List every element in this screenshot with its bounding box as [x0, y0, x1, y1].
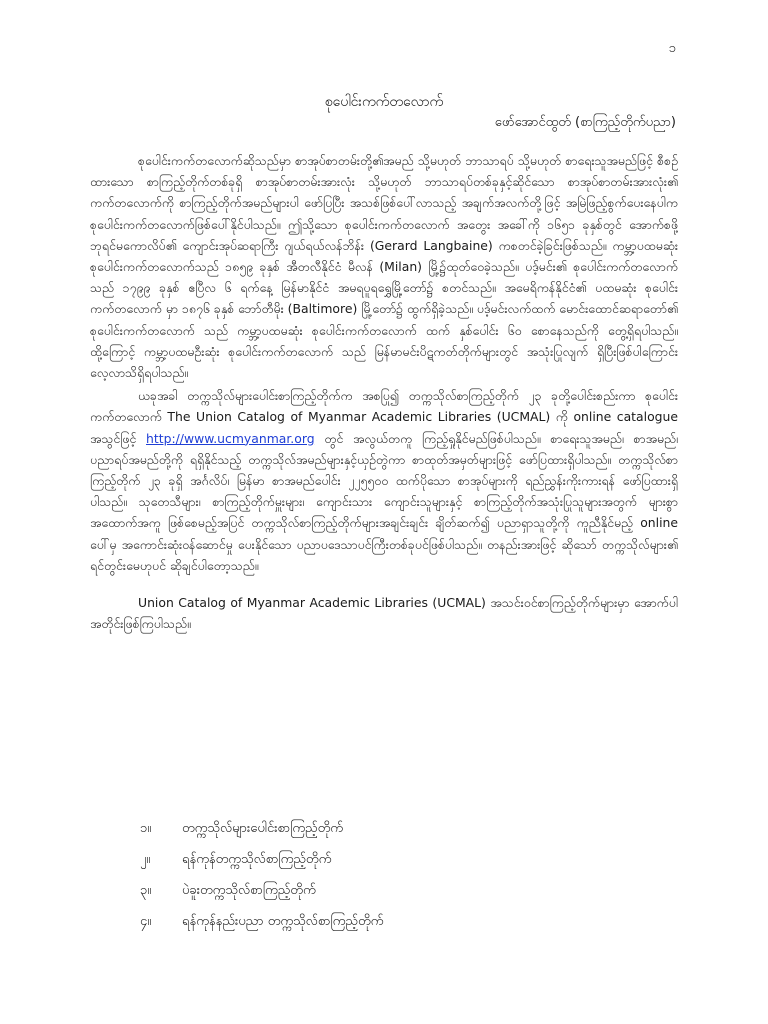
- list-item-name: တက္ကသိုလ်များပေါင်းစာကြည့်တိုက်: [182, 821, 344, 836]
- document-title: စုပေါင်းကက်တလောက်: [324, 94, 444, 110]
- list-item-name: ရန်ကုန်နည်းပညာ တက္ကသိုလ်စာကြည့်တိုက်: [182, 914, 384, 929]
- paragraph-ucmal-text-start: ယခုအခါ တက္ကသိုလ်များပေါင်းစာကြည့်တိုက်က အစပြု၍ တက္ကသိုလ်စာကြည့်တိုက် ၂၃ ခုတို့ပေါင်းစည်းကာ စုပေါင်းကက်တလောက် The Union Catalog of Myanmar Academic Libraries (UCMAL) ကို online catalogue အသွင်ဖြင့်: [90, 388, 678, 446]
- list-item-name: ပဲခူးတက္ကသိုလ်စာကြည့်တိုက်: [182, 883, 316, 898]
- document-body: [90, 150, 678, 636]
- list-item: [140, 907, 383, 938]
- list-item-number: ၃။: [140, 883, 152, 898]
- list-item: [140, 845, 383, 876]
- list-item: [140, 814, 383, 845]
- paragraph-ucmal: [90, 385, 678, 576]
- document-author: ဖော်အောင်ထွတ် (စာကြည့်တိုက်ပညာ): [494, 115, 676, 130]
- list-item-number: ၄။: [140, 914, 152, 929]
- list-item-number: ၂။: [140, 852, 151, 867]
- list-item-number: ၁။: [140, 821, 152, 836]
- page-number: ၁: [668, 41, 676, 56]
- paragraph-members-intro: Union Catalog of Myanmar Academic Libraries (UCMAL) အသင်းဝင်စာကြည့်တိုက်များမှာ အောက်ပါအတိုင်းဖြစ်ကြပါသည်။: [90, 595, 678, 632]
- paragraph-ucmal-text-end: တွင် အလွယ်တကူ ကြည့်ရှုနိုင်မည်ဖြစ်ပါသည်။ စာရေးသူအမည်၊ စာအမည်၊ ပညာရပ်အမည်တို့ကို ရရှိနိုင်သည့် တက္ကသိုလ်အမည်များနှင့်ယှဉ်တွဲကာ စာထုတ်အမှတ်များဖြင့် ဖော်ပြထားရှိပါသည်။ တက္ကသိုလ်စာ ကြည့်တိုက် ၂၃ ခုရှိ အင်္ဂလိပ်၊ မြန်မာ စာအမည်ပေါင်း ၂၂၅၅၀၀ ထက်ပိုသော စာအုပ်များကို ရည်ညွှန်းကိုးကားရန် ဖော်ပြထားရှိပါသည်။ သုတေသီများ၊ စာကြည့်တိုက်မှူးများ၊ ကျောင်းသား ကျောင်းသူများနှင့် စာကြည့်တိုက်အသုံးပြုသူများအတွက် များစွာအထောက်အကူ ဖြစ်စေမည့်အပြင် တက္ကသိုလ်စာကြည့်တိုက်များအချင်းချင်း ချိတ်ဆက်၍ ပညာရှာသူတို့ကို ကူညီနိုင်မည့် online ပေါ်မှ အကောင်းဆုံးဝန်ဆောင်မှု ပေးနိုင်သော ပညာပဒေသာပင်ကြီးတစ်ခုပင်ဖြစ်ပါသည်။ တနည်းအားဖြင့် ဆိုသော် တက္ကသိုလ်များ၏ ရင်တွင်းမေဟုပင် ဆိုချင်ပါတော့သည်။: [90, 430, 678, 573]
- list-item-name: ရန်ကုန်တက္ကသိုလ်စာကြည့်တိုက်: [182, 852, 332, 867]
- member-library-list: [140, 814, 383, 938]
- ucmal-website-link[interactable]: http://www.ucmyanmar.org: [146, 430, 315, 446]
- list-item: [140, 876, 383, 907]
- paragraph-history: စုပေါင်းကက်တလောက်ဆိုသည်မှာ စာအုပ်စာတမ်းတို့၏အမည် သို့မဟုတ် ဘာသာရပ် သို့မဟုတ် စာရေးသူအမည်ဖြင့် စီစဉ်ထားသော စာကြည့်တိုက်တစ်ခုရှိ စာအုပ်စာတမ်းအားလုံး သို့မဟုတ် ဘာသာရပ်တစ်ခုနှင့်ဆိုင်သော စာအုပ်စာတမ်းအားလုံး၏ ကက်တလောက်ကို စာကြည့်တိုက်အမည်များပါ ဖော်ပြပြီး အသစ်ဖြစ်ပေါ်လာသည့် အချက်အလက်တို့ဖြင့် အမြဲဖြည့်စွက်ပေးနေပါက စုပေါင်းကက်တလောက်ဖြစ်ပေါ်နိုင်ပါသည်။ ဤသို့သော စုပေါင်းကက်တလောက် အတွေး အခေါ်ကို ၁၆၅၁ ခုနှစ်တွင် အောက်စဖို့ ဘုရင်မကောလိပ်၏ ကျောင်းအုပ်ဆရာကြီး ဂျယ်ရယ်လန်ဘိန်း (Gerard Langbaine) ကစတင်ခဲ့ခြင်းဖြစ်သည်။ ကမ္ဘာ့ပထမဆုံး စုပေါင်းကက်တလောက်သည် ၁၈၅၉ ခုနှစ် အီတလီနိုင်ငံ မီလန် (Milan) မြို့၌ထုတ်ဝေခဲ့သည်။ ပဒ့်မင်း၏ စုပေါင်းကက်တလောက်သည် ၁၇၉၉ ခုနှစ် ဧပြီလ ၆ ရက်နေ့ မြန်မာနိုင်ငံ အမရပူရရွှေမြို့တော်၌ စတင်သည်။ အမေရိကန်နိုင်ငံ၏ ပထမဆုံး စုပေါင်းကက်တလောက် မှာ ၁၈၇၆ ခုနှစ် ဘော်တီမိုး (Baltimore) မြို့တော်၌ ထွက်ရှိခဲ့သည်။ ပဒ့်မင်းလက်ထက် မောင်းထောင်ဆရာတော်၏ စုပေါင်းကက်တလောက် သည် ကမ္ဘာ့ပထမဆုံး စုပေါင်းကက်တလောက် ထက် နှစ်ပေါင်း ၆၀ စောနေသည်ကို တွေ့ရှိရပါသည်။ ထို့ကြောင့် ကမ္ဘာ့ပထမဦးဆုံး စုပေါင်းကက်တလောက် သည် မြန်မာမင်းပိဋကတ်တိုက်များတွင် အသုံးပြုလျက် ရှိပြီးဖြစ်ပါကြောင်း လေ့လာသိရှိရပါသည်။: [90, 153, 678, 381]
